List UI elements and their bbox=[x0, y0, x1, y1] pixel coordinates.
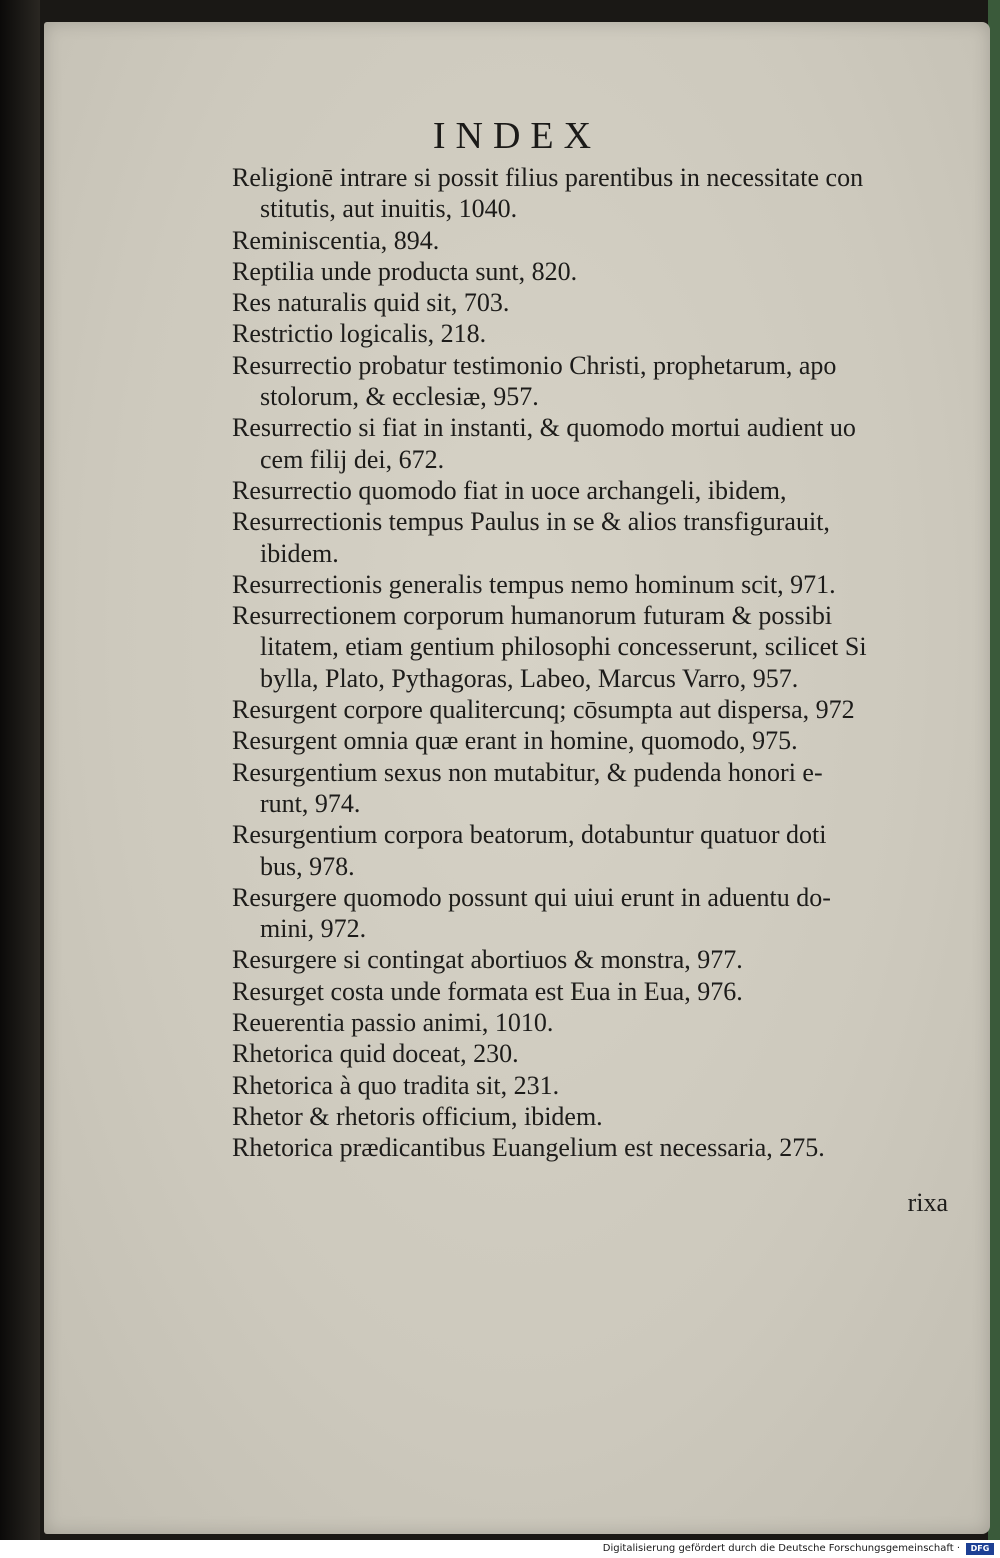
index-entry bbox=[232, 757, 954, 820]
index-entry bbox=[232, 287, 954, 318]
entry-line: Resurrectionis tempus Paulus in se & alios transfigurauit, bbox=[232, 507, 830, 537]
footer-credit: Digitalisierung gefördert durch die Deutsche Forschungsgemeinschaft · bbox=[602, 1543, 960, 1554]
entry-continuation-line: bus, 978. bbox=[260, 851, 355, 881]
entry-line: Resurrectionis generalis tempus nemo hominum scit, 971. bbox=[232, 569, 836, 599]
index-entry bbox=[232, 1101, 954, 1132]
catchword: rixa bbox=[907, 1188, 948, 1217]
entry-line: Reuerentia passio animi, 1010. bbox=[232, 1008, 554, 1038]
index-entry bbox=[232, 944, 954, 975]
entry-line: Resurgere quomodo possunt qui uiui erunt in aduentu do- bbox=[232, 882, 831, 912]
entry-line: Resurrectionem corporum humanorum futuram & possibi bbox=[232, 601, 833, 631]
entry-line: Restrictio logicalis, 218. bbox=[232, 319, 487, 349]
index-entry bbox=[232, 412, 954, 475]
entry-line: Reminiscentia, 894. bbox=[232, 225, 440, 255]
index-entry bbox=[232, 1132, 954, 1163]
entry-line: Rhetorica prædicantibus Euangelium est necessaria, 275. bbox=[232, 1133, 825, 1163]
entry-line: Resurgere si contingat abortiuos & monstra, 977. bbox=[232, 945, 743, 975]
entry-continuation-line: bylla, Plato, Pythagoras, Labeo, Marcus Varro, 957. bbox=[260, 663, 799, 693]
dfg-logo: DFG bbox=[966, 1543, 994, 1555]
index-entries bbox=[232, 162, 954, 1164]
entry-line: Reptilia unde producta sunt, 820. bbox=[232, 256, 578, 286]
index-entry bbox=[232, 819, 954, 882]
entry-line: Rhetorica quid doceat, 230. bbox=[232, 1039, 519, 1069]
index-entry bbox=[232, 256, 954, 287]
index-entry bbox=[232, 600, 954, 694]
entry-line: Res naturalis quid sit, 703. bbox=[232, 288, 510, 318]
entry-line: Resurget costa unde formata est Eua in Eua, 976. bbox=[232, 976, 743, 1006]
entry-line: Resurgent corpore qualitercunq; cōsumpta aut dispersa, 972 bbox=[232, 695, 855, 725]
footer-bar bbox=[0, 1540, 1000, 1558]
index-entry bbox=[232, 225, 954, 256]
index-entry bbox=[232, 882, 954, 945]
index-entry bbox=[232, 350, 954, 413]
index-entry bbox=[232, 725, 954, 756]
index-entry bbox=[232, 162, 954, 225]
entry-line: Resurrectio si fiat in instanti, & quomodo mortui audient uo bbox=[232, 413, 856, 443]
entry-line: Resurrectio probatur testimonio Christi, prophetarum, apo bbox=[232, 350, 837, 380]
index-entry bbox=[232, 506, 954, 569]
entry-line: Rhetorica à quo tradita sit, 231. bbox=[232, 1070, 560, 1100]
entry-line: Resurgentium corpora beatorum, dotabuntur quatuor doti bbox=[232, 820, 827, 850]
index-entry bbox=[232, 1038, 954, 1069]
entry-line: Religionē intrare si possit filius parentibus in necessitate con bbox=[232, 163, 864, 192]
book-spine bbox=[0, 0, 40, 1540]
index-entry bbox=[232, 475, 954, 506]
index-entry bbox=[232, 694, 954, 725]
entry-continuation-line: stitutis, aut inuitis, 1040. bbox=[260, 194, 518, 224]
entry-line: Resurgent omnia quæ erant in homine, quomodo, 975. bbox=[232, 726, 798, 756]
index-entry bbox=[232, 1070, 954, 1101]
entry-line: Resurgentium sexus non mutabitur, & pudenda honori e- bbox=[232, 757, 823, 787]
index-entry bbox=[232, 569, 954, 600]
book-page bbox=[44, 22, 990, 1534]
entry-continuation-line: stolorum, & ecclesiæ, 957. bbox=[260, 382, 539, 412]
entry-continuation-line: mini, 972. bbox=[260, 914, 367, 944]
entry-continuation-line: ibidem. bbox=[260, 538, 339, 568]
entry-continuation-line: cem filij dei, 672. bbox=[260, 444, 445, 474]
entry-continuation-line: litatem, etiam gentium philosophi concesserunt, scilicet Si bbox=[260, 632, 867, 662]
index-entry bbox=[232, 318, 954, 349]
entry-continuation-line: runt, 974. bbox=[260, 788, 361, 818]
page-header: INDEX bbox=[432, 115, 602, 157]
index-entry bbox=[232, 976, 954, 1007]
index-entry bbox=[232, 1007, 954, 1038]
entry-line: Resurrectio quomodo fiat in uoce archangeli, ibidem, bbox=[232, 475, 787, 505]
entry-line: Rhetor & rhetoris officium, ibidem. bbox=[232, 1101, 603, 1131]
